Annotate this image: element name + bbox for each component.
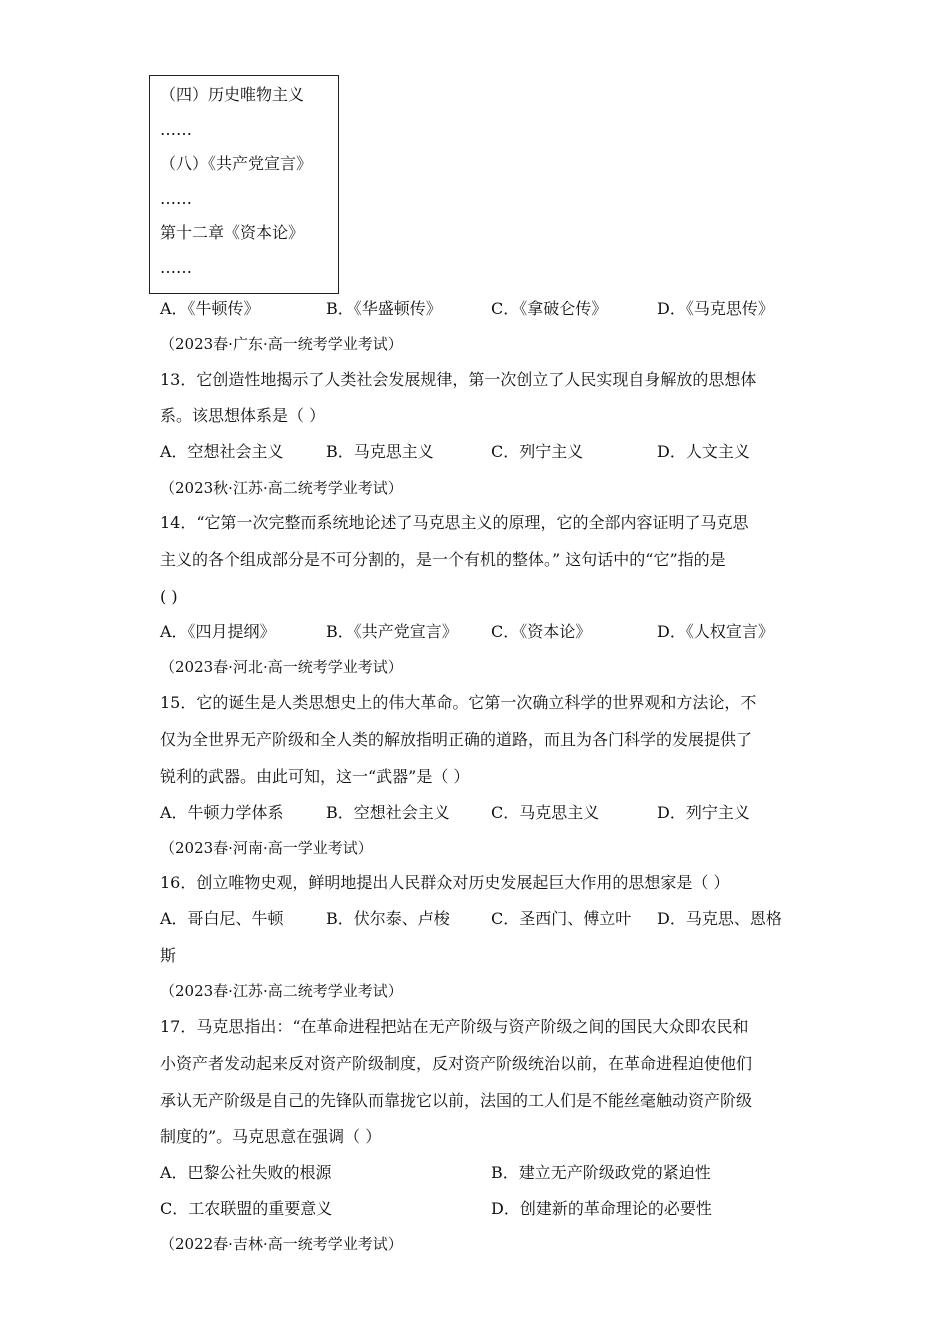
q17-option-b: B．建立无产阶级政党的紧迫性 [491,1163,711,1182]
q14-option-a: A．《四月提纲》 [160,622,276,641]
q13-source: （2023春·广东·高一统考学业考试） [160,335,403,353]
q17-source: （2023春·江苏·高二统考学业考试） [160,982,403,1000]
q12-option-d: D．《马克思传》 [657,299,774,318]
q13-option-a: A．空想社会主义 [160,442,284,461]
q13-stem-line-1: 13．它创造性地揭示了人类社会发展规律，第一次创立了人民实现自身解放的思想体 [160,370,757,389]
q16-option-d-continuation: 斯 [160,946,177,965]
q15-stem-line-2: 仅为全世界无产阶级和全人类的解放指明正确的道路，而且为各门科学的发展提供了 [160,730,753,749]
q17-stem-line-4: 制度的”。马克思意在强调（ ） [160,1127,382,1146]
box-line-3: （八）《共产党宣言》 [160,154,313,173]
q16-source: （2023春·河南·高一学业考试） [160,839,373,857]
q14-source: （2023秋·江苏·高二统考学业考试） [160,479,403,497]
q14-option-c: C．《资本论》 [491,622,592,641]
q15-option-d: D．列宁主义 [657,803,750,822]
q18-source: （2022春·吉林·高一统考学业考试） [160,1235,403,1253]
q17-stem-line-2: 小资产者发动起来反对资产阶级制度，反对资产阶级统治以前，在革命进程迫使他们 [160,1054,753,1073]
box-line-6: …… [160,258,192,277]
q17-option-c: C．工农联盟的重要意义 [160,1199,333,1218]
q12-option-c: C．《拿破仑传》 [491,299,608,318]
q14-option-b: B．《共产党宣言》 [326,622,458,641]
q12-option-a: A．《牛顿传》 [160,299,260,318]
q16-option-b: B．伏尔泰、卢梭 [326,909,450,928]
q13-option-b: B．马克思主义 [326,442,434,461]
q12-option-b: B．《华盛顿传》 [326,299,442,318]
q15-option-b: B．空想社会主义 [326,803,450,822]
box-line-5: 第十二章《资本论》 [160,223,305,242]
q13-option-d: D．人文主义 [657,442,750,461]
q15-source: （2023春·河北·高一统考学业考试） [160,658,403,676]
q17-option-d: D．创建新的革命理论的必要性 [491,1199,712,1218]
q15-stem-line-1: 15．它的诞生是人类思想史上的伟大革命。它第一次确立科学的世界观和方法论，不 [160,693,757,712]
q17-stem-line-1: 17．马克思指出：“在革命进程把站在无产阶级与资产阶级之间的国民大众即农民和 [160,1017,749,1036]
q14-stem-line-2: 主义的各个组成部分是不可分割的，是一个有机的整体。” 这句话中的“它”指的是 [160,550,726,569]
q13-stem-line-2: 系。该思想体系是（ ） [160,406,326,425]
q16-option-d: D．马克思、恩格 [657,909,782,928]
q14-stem-line-3: ( ) [160,587,178,606]
q15-option-c: C．马克思主义 [491,803,600,822]
q13-option-c: C．列宁主义 [491,442,584,461]
q15-option-a: A．牛顿力学体系 [160,803,284,822]
q17-option-a: A．巴黎公社失败的根源 [160,1163,332,1182]
q17-stem-line-3: 承认无产阶级是自己的先锋队而靠拢它以前，法国的工人们是不能丝毫触动资产阶级 [160,1091,753,1110]
q16-option-c: C．圣西门、傅立叶 [491,909,632,928]
box-line-2: …… [160,120,192,139]
box-line-4: …… [160,189,192,208]
q14-option-d: D．《人权宣言》 [657,622,774,641]
q15-stem-line-3: 锐利的武器。由此可知，这一“武器”是（ ） [160,767,470,786]
q16-option-a: A．哥白尼、牛顿 [160,909,284,928]
q14-stem-line-1: 14．“它第一次完整而系统地论述了马克思主义的原理，它的全部内容证明了马克思 [160,513,749,532]
q16-stem-line-1: 16．创立唯物史观，鲜明地提出人民群众对历史发展起巨大作用的思想家是（ ） [160,873,730,892]
box-line-1: （四）历史唯物主义 [160,85,305,104]
